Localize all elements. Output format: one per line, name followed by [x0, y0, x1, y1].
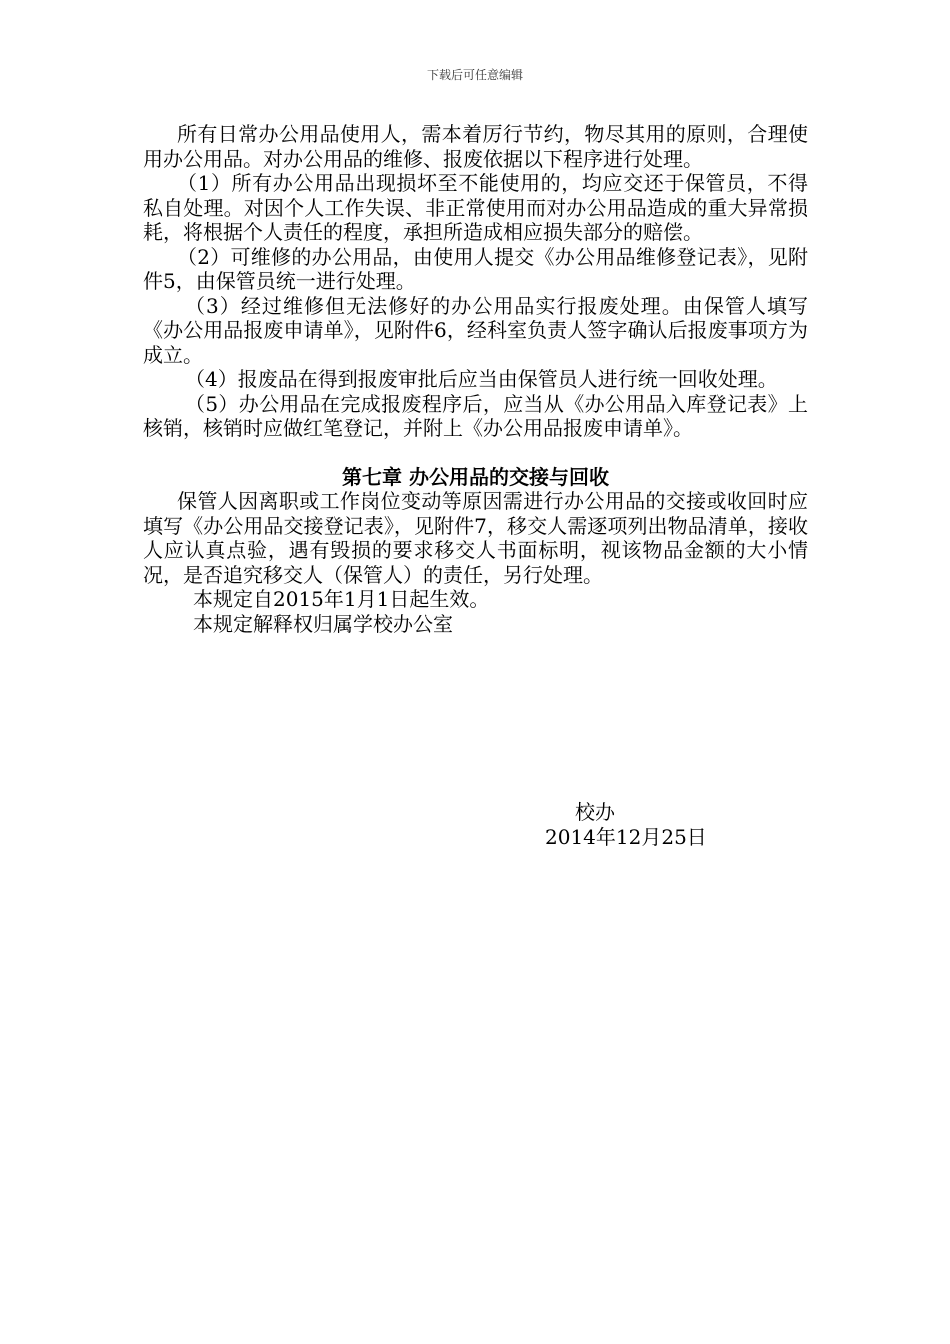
list-item: （3）经过维修但无法修好的办公用品实行报废处理。由保管人填写《办公用品报废申请单》，见附件6，经科室负责人签字确认后报废事项方为成立。 — [143, 293, 808, 367]
list-item: （2）可维修的办公用品，由使用人提交《办公用品维修登记表》，见附件5，由保管员统一进行处理。 — [143, 244, 808, 293]
signature-date: 2014年12月25日 — [545, 825, 707, 849]
list-item: （1）所有办公用品出现损坏至不能使用的，均应交还于保管员，不得私自处理。对因个人工作失误、非正常使用而对办公用品造成的重大异常损耗，将根据个人责任的程度，承担所造成相应损失部分的赔偿。 — [143, 171, 808, 244]
list-item: （4）报废品在得到报废审批后应当由保管员人进行统一回收处理。 — [185, 367, 778, 391]
signature-org: 校办 — [575, 800, 615, 824]
header-note: 下载后可任意编辑 — [426, 68, 523, 82]
chapter-body: 保管人因离职或工作岗位变动等原因需进行办公用品的交接或收回时应填写《办公用品交接登记表》，见附件7，移交人需逐项列出物品清单，接收人应认真点验，遇有毁损的要求移交人书面标明，视该物品金额的大小情况，是否追究移交人（保管人）的责任，另行处理。 — [143, 489, 808, 587]
list-item: （5）办公用品在完成报废程序后，应当从《办公用品入库登记表》上核销，核销时应做红笔登记，并附上《办公用品报废申请单》。 — [143, 391, 808, 440]
chapter-title: 第七章 办公用品的交接与回收 — [342, 464, 609, 489]
effective-statement: 本规定自2015年1月1日起生效。 — [193, 587, 490, 611]
document-body — [143, 122, 808, 636]
section-intro: 所有日常办公用品使用人，需本着厉行节约，物尽其用的原则，合理使用办公用品。对办公用品的维修、报废依据以下程序进行处理。 — [143, 122, 808, 171]
interpretation-statement: 本规定解释权归属学校办公室 — [193, 611, 453, 636]
